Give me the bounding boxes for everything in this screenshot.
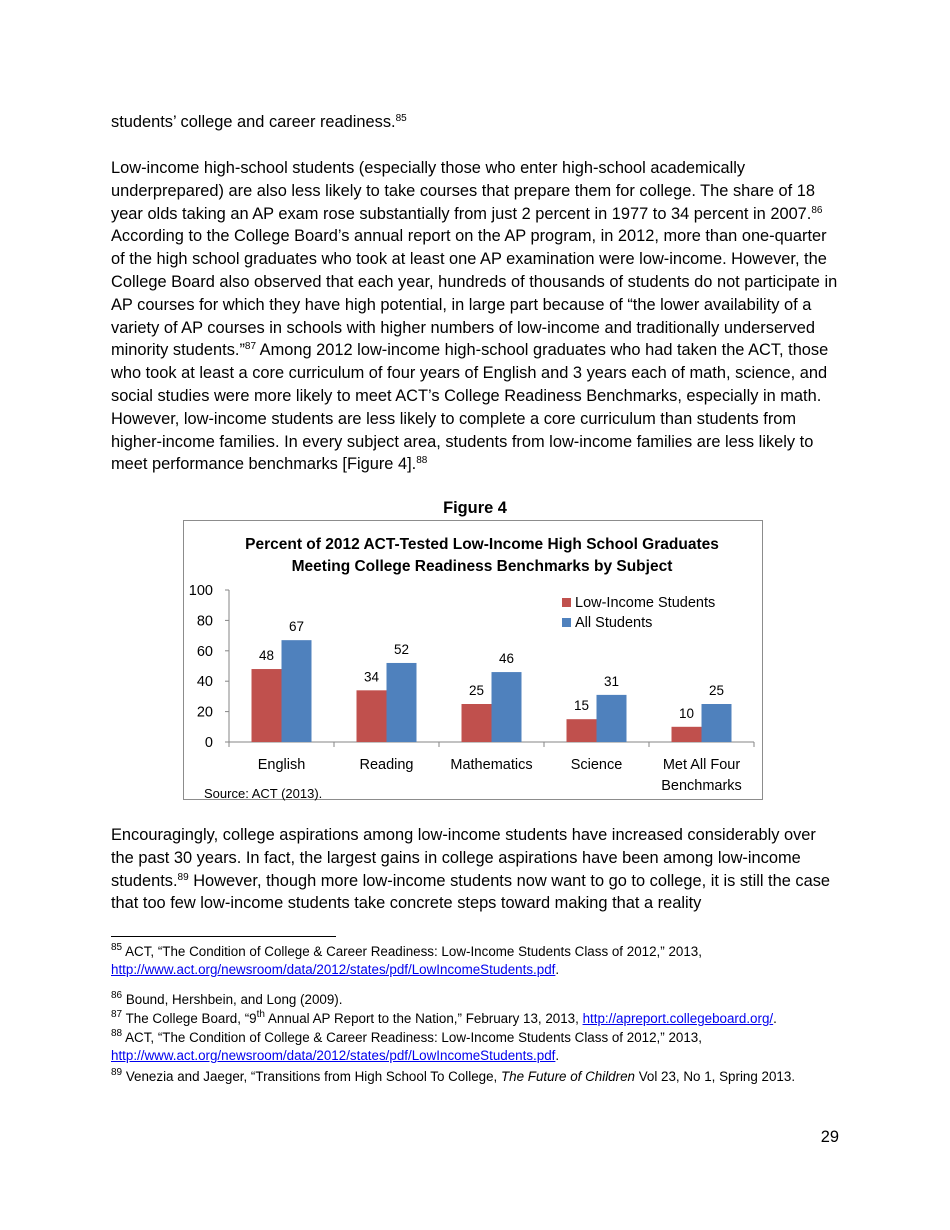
footnote-86 <box>111 991 838 1009</box>
footnote-ref[interactable]: 85 <box>395 113 407 124</box>
bar-value-label: 25 <box>708 683 725 698</box>
bar <box>357 690 387 742</box>
bar <box>282 640 312 742</box>
x-tick-label: Reading <box>359 757 414 773</box>
y-tick-label: 20 <box>196 704 213 721</box>
footnote-ref[interactable]: 88 <box>416 455 428 467</box>
x-tick-label: Science <box>570 757 623 773</box>
bar <box>492 672 522 742</box>
paragraph-ap-courses <box>111 157 838 476</box>
legend-label: Low-Income Students <box>575 595 716 611</box>
bar-chart <box>184 521 764 801</box>
footnote-number: 89 <box>111 1067 123 1078</box>
bar <box>567 719 597 742</box>
y-tick-label: 100 <box>188 583 213 599</box>
y-tick-label: 40 <box>196 674 213 691</box>
footnote-number: 88 <box>111 1028 123 1039</box>
footnote-link[interactable]: http://www.act.org/newsroom/data/2012/states/pdf/LowIncomeStudents.pdf <box>111 961 556 977</box>
text-run: Low-income high-school students (especially those who enter high-school academically underprepared) are also less likely to take courses that prepare them for college. The share of 18 year olds taking an AP exam rose substantially from just 2 percent in 1977 to 34 percent in 2007. <box>111 159 815 223</box>
paragraph-aspirations <box>111 824 838 915</box>
footnote-separator <box>111 936 336 937</box>
bar <box>387 663 417 742</box>
chart-title: Percent of 2012 ACT-Tested Low-Income High School Graduates <box>245 536 719 553</box>
footnote-number: 87 <box>111 1009 123 1020</box>
footnote-link[interactable]: http://apreport.collegeboard.org/ <box>582 1011 774 1026</box>
x-tick-label: English <box>257 757 306 773</box>
bar-value-label: 52 <box>393 641 410 657</box>
bar <box>597 695 627 742</box>
bar <box>252 669 282 742</box>
footnote-text: The College Board, “9 <box>122 1011 257 1026</box>
footnote-text: Bound, Hershbein, and Long (2009). <box>122 992 343 1007</box>
x-tick-label: Mathematics <box>450 757 533 773</box>
journal-title: The Future of Children <box>501 1069 635 1084</box>
paragraph-intro-line <box>111 111 838 134</box>
legend-swatch <box>562 598 571 607</box>
y-tick-label: 80 <box>196 613 213 630</box>
chart-frame <box>183 520 763 800</box>
page-number: 29 <box>820 1128 839 1146</box>
ordinal-suffix: th <box>256 1009 265 1020</box>
footnote-ref[interactable]: 86 <box>811 204 823 216</box>
footnote-text-cont: Annual AP Report to the Nation,” February 13, 2013, <box>264 1011 583 1026</box>
bar-value-label: 15 <box>573 698 590 714</box>
footnote-85 <box>111 943 838 978</box>
text-run: students’ college and career readiness. <box>111 113 396 131</box>
legend-swatch <box>562 618 571 627</box>
text-run: Among 2012 low-income high-school graduates who had taken the ACT, those who took at least a core curriculum of four years of English and 3 years each of math, science, and social studies were more likely to meet ACT’s College Readiness Benchmarks, especially in math. However, low-income students are less likely to complete a core curriculum than students from higher-income families. In every subject area, students from low-income families are less likely to meet performance benchmarks [Figure 4]. <box>111 341 829 474</box>
y-tick-label: 60 <box>196 643 213 660</box>
bar <box>702 704 732 742</box>
footnote-text: ACT, “The Condition of College & Career Readiness: Low-Income Students Class of 2012,” 2013, <box>122 1030 702 1045</box>
footnote-87 <box>111 1010 838 1028</box>
bar-value-label: 67 <box>288 619 305 635</box>
footnote-text: Venezia and Jaeger, “Transitions from High School To College, <box>122 1069 501 1084</box>
bar <box>462 704 492 742</box>
footnote-punct: . <box>555 961 560 977</box>
text-run: Encouragingly, college aspirations among low-income students have increased considerably over the past 30 years. In fact, the largest gains in college aspirations have been among low-income students. <box>111 826 816 890</box>
bar-value-label: 25 <box>468 683 485 698</box>
bar-value-label: 10 <box>678 705 695 721</box>
footnote-punct: . <box>773 1011 777 1026</box>
y-tick-label: 0 <box>204 735 213 751</box>
x-tick-label: Benchmarks <box>661 778 742 794</box>
bar-value-label: 31 <box>603 673 620 689</box>
footnote-link[interactable]: http://www.act.org/newsroom/data/2012/states/pdf/LowIncomeStudents.pdf <box>111 1047 556 1063</box>
footnote-number: 86 <box>111 990 123 1001</box>
bar-value-label: 34 <box>363 669 380 685</box>
legend-label: All Students <box>575 615 653 631</box>
chart-source: Source: ACT (2013). <box>204 786 323 801</box>
footnote-89 <box>111 1068 838 1086</box>
x-tick-label: Met All Four <box>662 757 741 773</box>
text-run: According to the College Board’s annual report on the AP program, in 2012, more than one-quarter of the high school graduates who took at least one AP examination were low-income. However, the College Board also observed that each year, hundreds of thousands of students do not participate in AP courses for which they have high potential, in large part because of “the lower availability of a variety of AP courses in schools with higher numbers of low-income and traditionally underserved minority students.” <box>111 227 838 360</box>
footnote-number: 85 <box>111 942 123 953</box>
figure-label: Figure 4 <box>443 499 507 517</box>
bar <box>672 727 702 742</box>
text-run: However, though more low-income students now want to go to college, it is still the case that too few low-income students take concrete steps toward making that a reality <box>111 871 831 913</box>
footnote-text-cont: Vol 23, No 1, Spring 2013. <box>634 1069 796 1084</box>
chart-title: Meeting College Readiness Benchmarks by Subject <box>291 558 673 575</box>
bar-value-label: 46 <box>498 651 515 667</box>
footnote-text: ACT, “The Condition of College & Career Readiness: Low-Income Students Class of 2012,” 2013, <box>122 944 702 959</box>
bar-value-label: 48 <box>258 648 275 664</box>
footnote-punct: . <box>555 1047 560 1063</box>
footnote-ref[interactable]: 87 <box>244 341 257 353</box>
footnote-ref[interactable]: 89 <box>177 871 189 883</box>
footnote-88 <box>111 1029 838 1064</box>
